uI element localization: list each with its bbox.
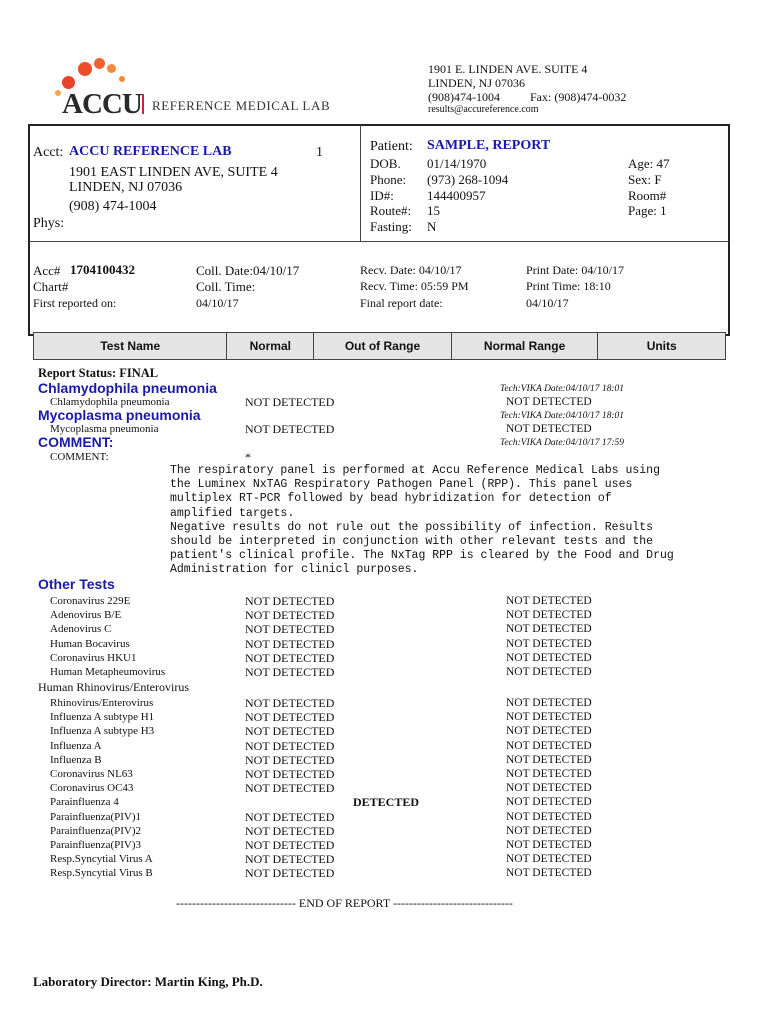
- route-value: 15: [427, 203, 440, 218]
- test-result-normal: NOT DETECTED: [245, 622, 335, 637]
- test-name: Influenza A: [50, 739, 102, 752]
- patient-phone-label: Phone:: [370, 172, 407, 187]
- patient-id-label: ID#:: [370, 188, 394, 203]
- info-box-divider: [360, 125, 361, 241]
- first-reported-date: 04/10/17: [196, 296, 239, 310]
- test-result-normal: NOT DETECTED: [245, 650, 335, 665]
- normal-range: NOT DETECTED: [506, 609, 592, 622]
- test-result-normal: NOT DETECTED: [245, 767, 335, 781]
- test-result-normal: NOT DETECTED: [245, 809, 335, 824]
- normal-range: NOT DETECTED: [506, 697, 592, 709]
- lab-name: REFERENCE MEDICAL LAB: [152, 98, 331, 113]
- lab-address-line2: LINDEN, NJ 07036: [428, 76, 525, 90]
- logo-dot-icon: [119, 76, 125, 82]
- normal-range: NOT DETECTED: [506, 666, 592, 678]
- acc-number: 1704100432: [70, 262, 135, 277]
- acc-label: Acc#: [33, 263, 61, 278]
- account-name: ACCU REFERENCE LAB: [69, 144, 232, 159]
- final-report-label: Final report date:: [360, 296, 443, 310]
- normal-range: NOT DETECTED: [506, 423, 592, 435]
- test-name: Chlamydophila pneumonia: [50, 396, 170, 408]
- test-result-normal: NOT DETECTED: [245, 636, 335, 651]
- test-result-normal: NOT DETECTED: [245, 823, 335, 838]
- coll-date: Coll. Date:04/10/17: [196, 263, 300, 278]
- patient-id-value: 144400957: [427, 188, 486, 203]
- account-number: 1: [316, 145, 323, 160]
- test-name: Parainfluenza(PIV)3: [50, 839, 142, 851]
- test-name: Parainfluenza(PIV)2: [50, 824, 142, 837]
- test-result-normal: NOT DETECTED: [245, 752, 335, 767]
- route-label: Route#:: [370, 203, 412, 218]
- normal-range: NOT DETECTED: [506, 753, 592, 766]
- test-name: Adenovirus C: [50, 623, 112, 636]
- recv-time: Recv. Time: 05:59 PM: [360, 279, 469, 293]
- test-name: Adenovirus B/E: [50, 609, 122, 622]
- tech-note: Tech:VIKA Date:04/10/17 18:01: [500, 411, 625, 421]
- test-result: NOT DETECTED: [245, 395, 335, 409]
- normal-range: NOT DETECTED: [506, 396, 592, 408]
- section-head-comment: COMMENT:: [38, 434, 114, 450]
- test-name: Resp.Syncytial Virus B: [50, 867, 153, 880]
- section-head-mycoplasma: Mycoplasma pneumonia: [38, 407, 201, 423]
- fasting-label: Fasting:: [370, 219, 412, 234]
- normal-range: NOT DETECTED: [506, 853, 592, 866]
- chart-label: Chart#: [33, 279, 69, 294]
- column-test-name: Test Name: [34, 333, 227, 359]
- logo-dot-icon: [94, 58, 105, 69]
- coll-time: Coll. Time:: [196, 279, 256, 294]
- lab-address-line1: 1901 E. LINDEN AVE. SUITE 4: [428, 62, 588, 76]
- logo-dot-icon: [55, 90, 61, 96]
- account-address1: 1901 EAST LINDEN AVE, SUITE 4: [69, 165, 278, 180]
- logo-dot-icon: [107, 64, 116, 73]
- lab-phone: (908)474-1004: [428, 90, 500, 104]
- normal-range: NOT DETECTED: [506, 796, 592, 809]
- test-name: Influenza A subtype H1: [50, 711, 155, 724]
- account-phone: (908) 474-1004: [69, 199, 157, 214]
- logo-dot-icon: [78, 62, 92, 76]
- section-head-chlamydophila: Chlamydophila pneumonia: [38, 380, 217, 396]
- lab-director: Laboratory Director: Martin King, Ph.D.: [33, 974, 263, 989]
- normal-range: NOT DETECTED: [506, 867, 592, 880]
- test-result-normal: NOT DETECTED: [245, 838, 335, 852]
- test-result-normal: NOT DETECTED: [245, 594, 335, 608]
- test-result-normal: NOT DETECTED: [245, 665, 335, 679]
- first-reported-label: First reported on:: [33, 296, 117, 310]
- normal-range: NOT DETECTED: [506, 824, 592, 837]
- normal-range: NOT DETECTED: [506, 623, 592, 636]
- test-name: Coronavirus OC43: [50, 782, 134, 795]
- test-name: Human Metapheumovirus: [50, 666, 166, 678]
- lab-fax: Fax: (908)474-0032: [530, 90, 627, 104]
- group-head-rhinovirus: Human Rhinovirus/Enterovirus: [38, 680, 189, 694]
- test-result-normal: NOT DETECTED: [245, 608, 335, 623]
- print-date: Print Date: 04/10/17: [526, 263, 624, 277]
- test-name: Coronavirus 229E: [50, 595, 131, 607]
- dob-value: 01/14/1970: [427, 156, 487, 171]
- patient-room: Room#: [628, 188, 667, 203]
- patient-name: SAMPLE, REPORT: [427, 138, 551, 153]
- print-time: Print Time: 18:10: [526, 279, 611, 293]
- test-name: Mycoplasma pneumonia: [50, 423, 159, 435]
- final-report-date: 04/10/17: [526, 296, 569, 310]
- section-head-other-tests: Other Tests: [38, 576, 115, 592]
- column-normal-range: Normal Range: [452, 333, 599, 359]
- column-out-of-range: Out of Range: [314, 333, 452, 359]
- test-name: Coronavirus NL63: [50, 768, 133, 780]
- dob-label: DOB.: [370, 156, 401, 171]
- normal-range: NOT DETECTED: [506, 595, 592, 607]
- test-name: Human Bocavirus: [50, 637, 130, 650]
- test-result-normal: NOT DETECTED: [245, 852, 335, 867]
- normal-range: NOT DETECTED: [506, 839, 592, 851]
- test-result-normal: NOT DETECTED: [245, 710, 335, 725]
- test-name: Parainfluenza 4: [50, 796, 119, 809]
- fasting-value: N: [427, 219, 437, 234]
- page-number: Page: 1: [628, 203, 667, 218]
- account-label: Acct:: [33, 145, 64, 160]
- info-box-hline: [29, 241, 729, 242]
- normal-range: NOT DETECTED: [506, 725, 592, 738]
- test-name: Influenza A subtype H3: [50, 725, 155, 738]
- column-normal: Normal: [227, 333, 314, 359]
- test-name: Parainfluenza(PIV)1: [50, 810, 142, 823]
- normal-range: NOT DETECTED: [506, 768, 592, 780]
- column-header-bar: [33, 332, 726, 360]
- patient-age: Age: 47: [628, 156, 670, 171]
- test-result-out-of-range: DETECTED: [353, 795, 420, 810]
- test-result-normal: NOT DETECTED: [245, 866, 335, 881]
- account-address2: LINDEN, NJ 07036: [69, 180, 183, 195]
- comment-label: COMMENT:: [50, 451, 109, 463]
- test-name: Rhinovirus/Enterovirus: [50, 697, 154, 709]
- normal-range: NOT DETECTED: [506, 637, 592, 650]
- tech-note: Tech:VIKA Date:04/10/17 17:59: [500, 438, 625, 448]
- report-status: Report Status: FINAL: [38, 366, 159, 380]
- patient-sex: Sex: F: [628, 172, 662, 187]
- column-units: Units: [646, 339, 677, 353]
- end-of-report: ------------------------------ END OF REPORT ------------------------------: [176, 896, 513, 910]
- comment-text: The respiratory panel is performed at Accu Reference Medical Labs using the Luminex NxTAG Respiratory Pathogen Panel (RPP). This panel uses multiplex RT-PCR followed by bead hybridization for detection of amplified targets. Negative results do not rule out the possibility of infection. Results should be interpreted in conjunction with other relevant tests and the patient's clinical profile. The NxTag RPP is cleared by the Food and Drug Administration for clinicl purposes.: [170, 464, 674, 577]
- physician-label: Phys:: [33, 216, 65, 231]
- tech-note: Tech:VIKA Date:04/10/17 18:01: [500, 384, 625, 394]
- test-name: Resp.Syncytial Virus A: [50, 853, 153, 866]
- recv-date: Recv. Date: 04/10/17: [360, 263, 462, 277]
- test-result-normal: NOT DETECTED: [245, 724, 335, 739]
- test-result-normal: NOT DETECTED: [245, 781, 335, 796]
- normal-range: NOT DETECTED: [506, 810, 592, 823]
- logo-divider: [142, 94, 144, 114]
- patient-phone-value: (973) 268-1094: [427, 172, 509, 187]
- test-result-normal: NOT DETECTED: [245, 738, 335, 753]
- normal-range: NOT DETECTED: [506, 739, 592, 752]
- test-result-normal: NOT DETECTED: [245, 696, 335, 710]
- test-name: Coronavirus HKU1: [50, 651, 137, 664]
- test-result: NOT DETECTED: [245, 422, 335, 436]
- lab-email: results@accureference.com: [428, 104, 539, 115]
- normal-range: NOT DETECTED: [506, 711, 592, 724]
- logo-text: ACCU: [62, 88, 142, 120]
- normal-range: NOT DETECTED: [506, 651, 592, 664]
- patient-label: Patient:: [370, 139, 413, 154]
- test-name: Influenza B: [50, 753, 102, 766]
- normal-range: NOT DETECTED: [506, 782, 592, 795]
- comment-marker: *: [245, 450, 251, 464]
